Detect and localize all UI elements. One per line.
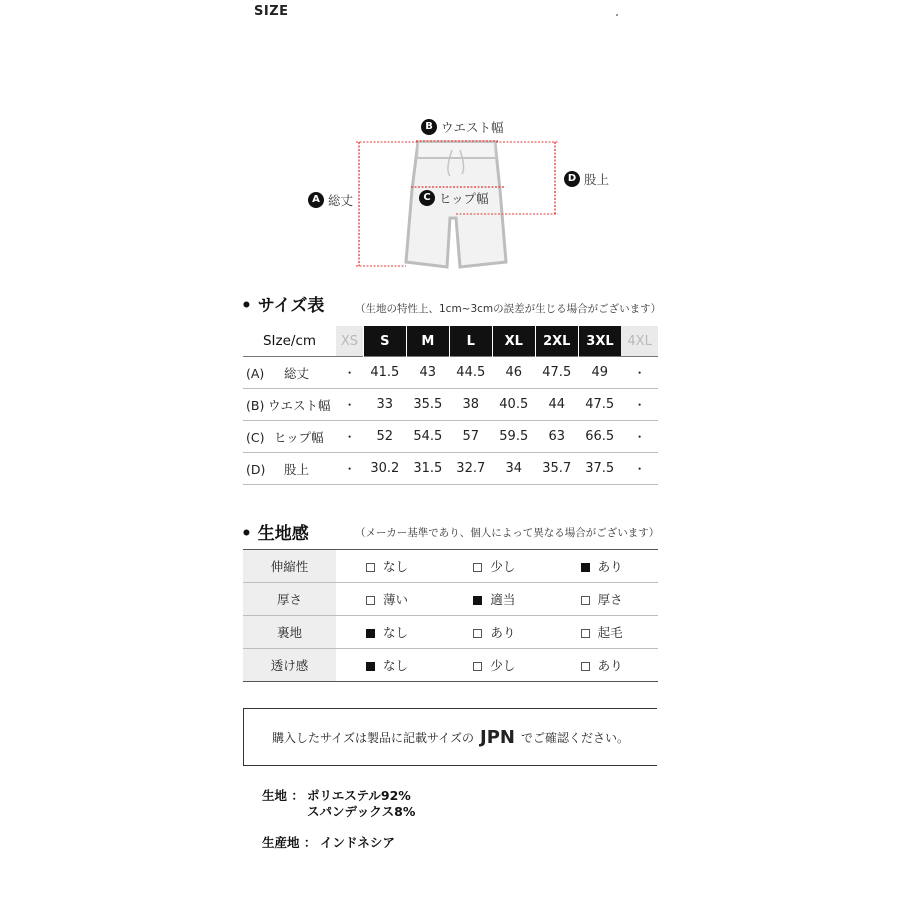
size-cell: 40.5 — [492, 389, 535, 421]
unchecked-box-icon — [581, 596, 590, 605]
fabric-option — [551, 649, 658, 682]
table-row — [243, 389, 658, 421]
fabric-option-label: なし — [383, 559, 409, 574]
tag-hip — [419, 189, 489, 207]
table-row — [243, 453, 658, 485]
notice-text-before: 購入したサイズは製品に記載サイズの — [271, 731, 475, 745]
tag-total-label: 総丈 — [328, 193, 354, 208]
size-cell: 37.5 — [578, 453, 621, 485]
fabric-row-label: 伸縮性 — [243, 550, 336, 583]
size-corner: SIze/cm — [243, 326, 336, 357]
fabric-option-label: 厚さ — [597, 592, 623, 607]
size-cell: 43 — [406, 357, 449, 389]
unchecked-box-icon — [581, 629, 590, 638]
size-section-title: • サイズ表 — [241, 296, 325, 316]
fabric-option-label: あり — [597, 559, 623, 574]
size-cell: 52 — [363, 421, 406, 453]
table-row — [243, 550, 658, 583]
fabric-option — [336, 583, 443, 616]
size-cell: ・ — [621, 453, 658, 485]
size-header-4xl: 4XL — [621, 326, 658, 357]
size-cell: 46 — [492, 357, 535, 389]
fabric-option — [551, 616, 658, 649]
size-cell: ・ — [336, 389, 363, 421]
checked-box-icon — [473, 596, 482, 605]
tag-b-icon: B — [421, 119, 437, 135]
size-cell: ・ — [336, 357, 363, 389]
tag-rise — [564, 170, 609, 188]
size-cell: 66.5 — [578, 421, 621, 453]
waistband — [417, 142, 496, 158]
size-table — [243, 326, 658, 485]
size-cell: 54.5 — [406, 421, 449, 453]
size-cell: 32.7 — [449, 453, 492, 485]
fabric-option-label: 少し — [490, 559, 516, 574]
fabric-label: 生地 ： — [262, 788, 304, 803]
fabric-option — [443, 550, 550, 583]
row-label — [243, 389, 336, 421]
fabric-option-label: なし — [383, 658, 409, 673]
size-cell: 31.5 — [406, 453, 449, 485]
size-cell: 34 — [492, 453, 535, 485]
size-header-m: M — [406, 326, 449, 357]
stray-dot — [616, 14, 618, 16]
size-cell: 47.5 — [578, 389, 621, 421]
size-cell: 44 — [535, 389, 578, 421]
tag-waist-label: ウエスト幅 — [441, 120, 504, 135]
fabric-option — [336, 550, 443, 583]
size-header-3xl: 3XL — [578, 326, 621, 357]
size-header-row — [243, 326, 658, 357]
size-cell: 30.2 — [363, 453, 406, 485]
size-cell: ・ — [336, 421, 363, 453]
fabric-section-title: • 生地感 — [241, 524, 309, 544]
unchecked-box-icon — [581, 662, 590, 671]
tag-total — [308, 191, 353, 209]
fabric-row-label: 透け感 — [243, 649, 336, 682]
size-cell: 59.5 — [492, 421, 535, 453]
unchecked-box-icon — [473, 563, 482, 572]
fabric-option — [443, 616, 550, 649]
notice-box — [243, 708, 657, 766]
fabric-option — [551, 583, 658, 616]
row-label — [243, 453, 336, 485]
table-row — [243, 583, 658, 616]
row-label — [243, 357, 336, 389]
unchecked-box-icon — [473, 662, 482, 671]
fabric-option — [551, 550, 658, 583]
fabric-line-2: スパンデックス8% — [307, 804, 416, 819]
fabric-option-label: なし — [383, 625, 409, 640]
fabric-section-note: （メーカー基準であり、個人によって異なる場合がございます） — [355, 527, 660, 539]
size-cell: 44.5 — [449, 357, 492, 389]
notice-jpn: JPN — [480, 727, 516, 748]
unchecked-box-icon — [473, 629, 482, 638]
unchecked-box-icon — [366, 596, 375, 605]
origin-value: インドネシア — [320, 835, 395, 850]
size-cell: 47.5 — [535, 357, 578, 389]
row-code: (A) — [246, 365, 265, 381]
tag-d-icon: D — [564, 171, 580, 187]
row-name: 股上 — [283, 461, 309, 477]
fabric-option — [336, 616, 443, 649]
fabric-option-label: 少し — [490, 658, 516, 673]
size-heading: SIZE — [254, 4, 289, 19]
size-cell: 57 — [449, 421, 492, 453]
tag-a-icon: A — [308, 192, 324, 208]
checked-box-icon — [581, 563, 590, 572]
size-cell: 35.5 — [406, 389, 449, 421]
row-code: (C) — [246, 429, 265, 445]
tag-rise-label: 股上 — [584, 172, 610, 187]
size-header-s: S — [363, 326, 406, 357]
fabric-line-1: ポリエステル92% — [307, 788, 411, 803]
notice-text-after: でご確認ください。 — [521, 731, 630, 745]
unchecked-box-icon — [366, 563, 375, 572]
checked-box-icon — [366, 629, 375, 638]
origin-label: 生産地 ： — [262, 835, 317, 850]
fabric-row-label: 厚さ — [243, 583, 336, 616]
fabric-option-label: あり — [490, 625, 516, 640]
row-code: (B) — [246, 397, 265, 413]
table-row — [243, 649, 658, 682]
checked-box-icon — [366, 662, 375, 671]
size-cell: ・ — [621, 389, 658, 421]
size-cell: 41.5 — [363, 357, 406, 389]
fabric-option-label: あり — [597, 658, 623, 673]
fabric-table — [243, 549, 658, 682]
row-label — [243, 421, 336, 453]
size-cell: 35.7 — [535, 453, 578, 485]
table-row — [243, 357, 658, 389]
fabric-row-label: 裏地 — [243, 616, 336, 649]
fabric-option — [336, 649, 443, 682]
fabric-option-label: 適当 — [490, 592, 516, 607]
size-cell: 49 — [578, 357, 621, 389]
size-cell: ・ — [621, 357, 658, 389]
tag-hip-label: ヒップ幅 — [439, 191, 489, 206]
size-cell: 63 — [535, 421, 578, 453]
row-code: (D) — [246, 461, 266, 477]
size-header-l: L — [449, 326, 492, 357]
size-header-2xl: 2XL — [535, 326, 578, 357]
fabric-option-label: 起毛 — [597, 625, 623, 640]
fabric-option-label: 薄い — [383, 592, 409, 607]
size-cell: 38 — [449, 389, 492, 421]
fabric-option — [443, 583, 550, 616]
table-row — [243, 616, 658, 649]
table-row — [243, 421, 658, 453]
row-name: 総丈 — [283, 365, 309, 381]
tag-c-icon: C — [419, 190, 435, 206]
size-header-xl: XL — [492, 326, 535, 357]
fabric-option — [443, 649, 550, 682]
size-cell: ・ — [621, 421, 658, 453]
row-name: ヒップ幅 — [273, 429, 324, 445]
size-cell: ・ — [336, 453, 363, 485]
size-section-note: （生地の特性上、1cm~3cmの誤差が生じる場合がございます） — [355, 303, 662, 315]
size-cell: 33 — [363, 389, 406, 421]
tag-waist — [421, 118, 504, 136]
size-header-xs: XS — [336, 326, 363, 357]
row-name: ウエスト幅 — [268, 397, 331, 413]
